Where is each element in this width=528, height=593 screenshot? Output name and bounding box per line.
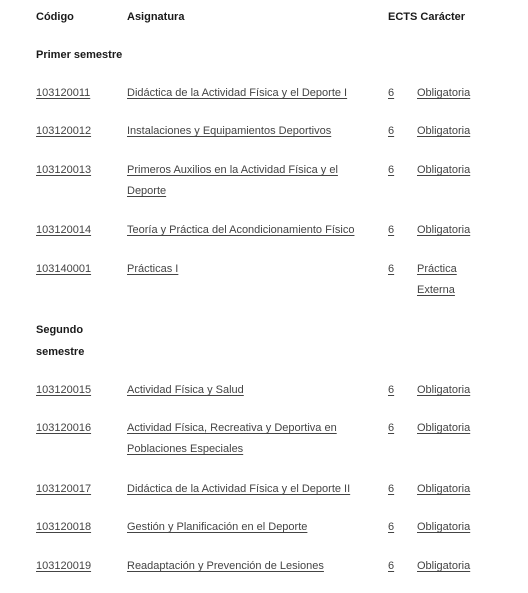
course-code-link[interactable]: 103120014 <box>36 224 92 236</box>
course-code-link[interactable]: 103120013 <box>36 164 92 176</box>
course-ects-link[interactable]: 6 <box>388 521 395 533</box>
course-ects-link[interactable]: 6 <box>388 87 395 99</box>
course-ects-link[interactable]: 6 <box>388 125 395 137</box>
column-header-subject: Asignatura <box>127 11 185 23</box>
course-subject-link[interactable]: Actividad Física, Recreativa y Deportiva en Poblaciones Especiales <box>127 422 337 455</box>
course-subject-link[interactable]: Didáctica de la Actividad Física y el Deporte I <box>127 87 348 99</box>
course-character-link[interactable]: Obligatoria <box>417 224 471 236</box>
course-subject-link[interactable]: Gestión y Planificación en el Deporte <box>127 521 308 533</box>
course-code-link[interactable]: 103140001 <box>36 263 92 275</box>
course-subject-link[interactable]: Prácticas I <box>127 263 179 275</box>
course-code-link[interactable]: 103120012 <box>36 125 92 137</box>
course-character-link[interactable]: Obligatoria <box>417 422 471 434</box>
column-header-ects-character: ECTS Carácter <box>388 11 466 23</box>
course-character-link[interactable]: Obligatoria <box>417 483 471 495</box>
course-code-link[interactable]: 103120019 <box>36 560 92 572</box>
course-ects-link[interactable]: 6 <box>388 560 395 572</box>
semester-heading-second: Segundo semestre <box>36 324 85 358</box>
course-ects-link[interactable]: 6 <box>388 483 395 495</box>
course-character-link[interactable]: Obligatoria <box>417 164 471 176</box>
course-character-link[interactable]: Obligatoria <box>417 125 471 137</box>
course-character-link[interactable]: Obligatoria <box>417 560 471 572</box>
course-code-link[interactable]: 103120017 <box>36 483 92 495</box>
course-subject-link[interactable]: Didáctica de la Actividad Física y el Deporte II <box>127 483 351 495</box>
course-ects-link[interactable]: 6 <box>388 384 395 396</box>
column-header-code: Código <box>36 11 74 23</box>
course-subject-link[interactable]: Actividad Física y Salud <box>127 384 244 396</box>
course-code-link[interactable]: 103120018 <box>36 521 92 533</box>
semester-heading-first: Primer semestre <box>36 49 123 61</box>
course-subject-link[interactable]: Readaptación y Prevención de Lesiones <box>127 560 324 572</box>
course-subject-link[interactable]: Primeros Auxilios en la Actividad Física y el Deporte <box>127 164 338 197</box>
course-ects-link[interactable]: 6 <box>388 164 395 176</box>
course-character-link[interactable]: Obligatoria <box>417 384 471 396</box>
course-subject-link[interactable]: Teoría y Práctica del Acondicionamiento Físico <box>127 224 355 236</box>
course-subject-link[interactable]: Instalaciones y Equipamientos Deportivos <box>127 125 332 137</box>
course-code-link[interactable]: 103120016 <box>36 422 92 434</box>
course-character-link[interactable]: Práctica Externa <box>417 263 457 296</box>
course-character-link[interactable]: Obligatoria <box>417 521 471 533</box>
course-character-link[interactable]: Obligatoria <box>417 87 471 99</box>
course-ects-link[interactable]: 6 <box>388 263 395 275</box>
course-ects-link[interactable]: 6 <box>388 224 395 236</box>
course-ects-link[interactable]: 6 <box>388 422 395 434</box>
course-code-link[interactable]: 103120011 <box>36 87 91 99</box>
course-code-link[interactable]: 103120015 <box>36 384 92 396</box>
